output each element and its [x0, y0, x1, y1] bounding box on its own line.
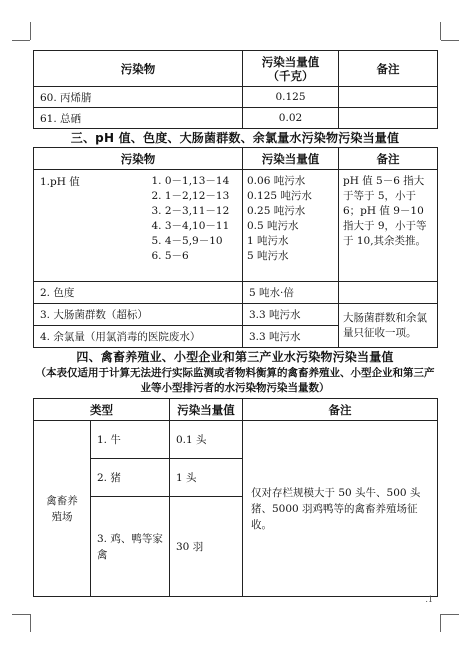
equivalent-value: 1 头 — [170, 459, 243, 497]
crop-mark — [12, 614, 30, 615]
pollutant-name: 61. 总硒 — [34, 108, 243, 129]
note-cell — [339, 108, 438, 129]
table-row — [34, 421, 438, 459]
ph-value: 0.06 吨污水 — [247, 175, 306, 187]
ph-note: pH 值 5－6 指大于等于 5，小于 6；pH 值 9－10 指大于 9，小于等于 10,其余类推。 — [339, 170, 438, 282]
livestock-type: 2. 猪 — [91, 459, 170, 497]
header-pollutant: 污染物 — [34, 148, 243, 170]
livestock-type: 1. 牛 — [91, 421, 170, 459]
equivalent-value: 0.125 — [243, 87, 339, 108]
ph-values — [243, 170, 339, 282]
equivalent-value: 0.1 头 — [170, 421, 243, 459]
section-4-subtitle: （本表仅适用于计算无法进行实际监测或者物料衡算的禽畜养殖业、小型企业和第三产业等小型排污者的水污染物污染当量数） — [35, 367, 435, 394]
ph-label: 1.pH 值 — [34, 170, 150, 282]
crop-mark — [440, 614, 441, 632]
table-row-ph — [34, 170, 438, 282]
equivalent-value: 3.3 吨污水 — [243, 304, 339, 326]
header-note: 备注 — [243, 399, 438, 421]
ph-ranges — [150, 170, 243, 282]
header-equivalent: 污染当量值 — [170, 399, 243, 421]
livestock-table — [33, 398, 438, 597]
crop-mark — [30, 614, 31, 632]
crop-mark — [30, 22, 31, 40]
crop-mark — [441, 40, 459, 41]
shared-note: 大肠菌群数和余氯量只征收一项。 — [339, 304, 438, 348]
crop-mark — [441, 614, 459, 615]
table-row — [34, 108, 438, 129]
table-row — [34, 282, 438, 304]
ph-value: 0.25 吨污水 — [247, 205, 306, 217]
note-cell — [339, 282, 438, 304]
ph-range: 6. 5－6 — [151, 250, 189, 262]
pollutant-name: 2. 色度 — [34, 282, 243, 304]
crop-mark — [12, 40, 30, 41]
equivalent-value: 30 羽 — [170, 497, 243, 597]
pollutant-name: 4. 余氯量（用氯消毒的医院废水） — [34, 326, 243, 348]
page-mark: .1 — [425, 595, 433, 604]
crop-mark — [440, 22, 441, 40]
ph-value: 0.5 吨污水 — [247, 220, 299, 232]
ph-range: 1. 0－1,13－14 — [151, 175, 230, 187]
document-page — [33, 50, 437, 597]
equivalent-value: 5 吨水·倍 — [243, 282, 339, 304]
pollutant-name: 60. 丙烯腈 — [34, 87, 243, 108]
livestock-note: 仅对存栏规模大于 50 头牛、500 头猪、5000 羽鸡鸭等的禽畜养殖场征收。 — [243, 421, 438, 597]
livestock-type: 3. 鸡、鸭等家禽 — [91, 497, 170, 597]
header-equivalent-kg-text: 污染当量值 （千克） — [261, 54, 320, 83]
pollutant-table-continued — [33, 50, 438, 129]
section-4-title: 四、禽畜养殖业、小型企业和第三产业水污染物污染当量值 — [76, 350, 394, 364]
table-row — [34, 87, 438, 108]
header-type: 类型 — [34, 399, 170, 421]
header-note: 备注 — [339, 148, 438, 170]
header-pollutant: 污染物 — [34, 51, 243, 87]
table-row — [34, 304, 438, 326]
equivalent-value: 0.02 — [243, 108, 339, 129]
ph-value: 1 吨污水 — [247, 235, 289, 247]
ph-value: 0.125 吨污水 — [247, 190, 312, 202]
header-equivalent: 污染当量值 — [243, 148, 339, 170]
ph-range: 3. 2－3,11－12 — [151, 205, 230, 217]
ph-range: 5. 4－5,9－10 — [151, 235, 223, 247]
ph-value: 5 吨污水 — [247, 250, 289, 262]
equivalent-value: 3.3 吨污水 — [243, 326, 339, 348]
note-cell — [339, 87, 438, 108]
category-livestock-farm: 禽畜养殖场 — [34, 421, 91, 597]
section-3-title: 三、pH 值、色度、大肠菌群数、余氯量水污染物污染当量值 — [70, 131, 400, 145]
header-note: 备注 — [339, 51, 438, 87]
pollutant-name: 3. 大肠菌群数（超标） — [34, 304, 243, 326]
ph-range: 4. 3－4,10－11 — [151, 220, 230, 232]
header-equivalent-kg — [243, 51, 339, 87]
ph-color-table — [33, 147, 438, 348]
ph-range: 2. 1－2,12－13 — [151, 190, 230, 202]
